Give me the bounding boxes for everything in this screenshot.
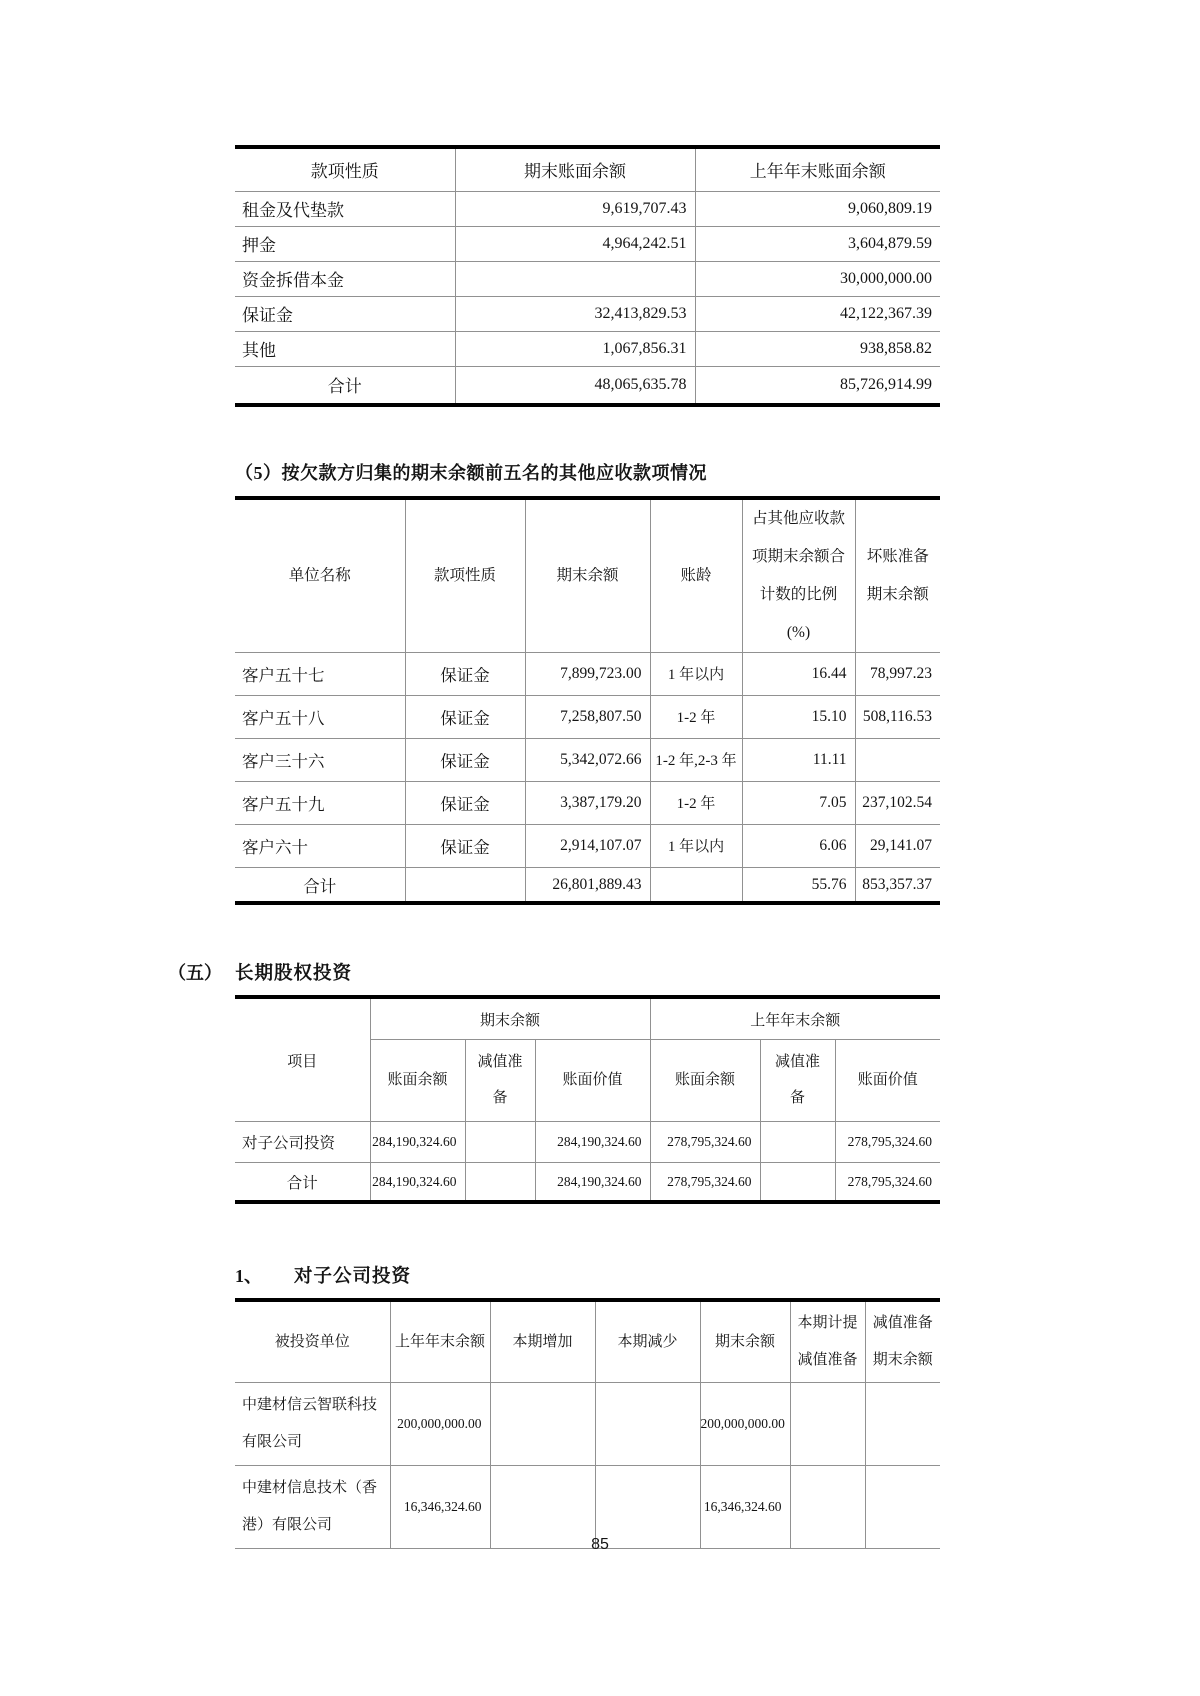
amount-cell: 29,141.07 — [855, 824, 940, 867]
nature-cell: 保证金 — [405, 738, 525, 781]
row-label-cell: 对子公司投资 — [235, 1121, 370, 1162]
section-1-title: 对子公司投资 — [294, 1267, 412, 1288]
lt-equity-table — [235, 995, 940, 1204]
total-row — [235, 366, 940, 405]
column-header — [855, 498, 940, 652]
aging-cell: 1-2 年,2-3 年 — [650, 738, 742, 781]
row-label-cell: 客户六十 — [235, 824, 405, 867]
amount-cell: 9,060,809.19 — [695, 191, 940, 226]
section-1-label: 1、 — [235, 1266, 262, 1287]
amount-cell: 48,065,635.78 — [455, 366, 695, 405]
section-1-heading — [235, 1262, 940, 1288]
row-label-cell: 客户三十六 — [235, 738, 405, 781]
amount-cell: 7,258,807.50 — [525, 695, 650, 738]
column-header: 本期减少 — [595, 1300, 700, 1382]
table-row — [235, 296, 940, 331]
page-content — [168, 145, 940, 1549]
table-row — [235, 738, 940, 781]
amount-cell: 16,346,324.60 — [700, 1465, 790, 1548]
amount-cell: 5,342,072.66 — [525, 738, 650, 781]
ratio-cell: 6.06 — [742, 824, 855, 867]
amount-cell: 237,102.54 — [855, 781, 940, 824]
amount-cell: 4,964,242.51 — [455, 226, 695, 261]
amount-cell: 508,116.53 — [855, 695, 940, 738]
section-wu-heading — [168, 959, 940, 985]
column-header — [465, 1039, 535, 1121]
empty-cell — [650, 867, 742, 903]
empty-cell — [865, 1382, 940, 1465]
amount-cell: 3,387,179.20 — [525, 781, 650, 824]
nature-cell: 保证金 — [405, 695, 525, 738]
empty-cell — [760, 1121, 835, 1162]
column-header — [790, 1300, 865, 1382]
amount-cell: 278,795,324.60 — [650, 1121, 760, 1162]
amount-cell: 26,801,889.43 — [525, 867, 650, 903]
ratio-cell: 7.05 — [742, 781, 855, 824]
investee-name-cell: 中建材信息技术（香港）有限公司 — [235, 1465, 390, 1548]
column-header: 期末余额 — [700, 1300, 790, 1382]
amount-cell: 9,619,707.43 — [455, 191, 695, 226]
empty-cell — [595, 1382, 700, 1465]
subsidiary-invest-section — [235, 1298, 940, 1549]
table-row — [235, 1121, 940, 1162]
column-header-text: 占其他应收款项期末余额合计数的比例(%) — [751, 510, 845, 641]
table-row — [235, 652, 940, 695]
total-label-cell: 合计 — [235, 1162, 370, 1202]
column-header: 期末账面余额 — [455, 147, 695, 191]
column-header: 期末余额 — [525, 498, 650, 652]
empty-cell — [760, 1162, 835, 1202]
row-label-cell: 其他 — [235, 331, 455, 366]
amount-cell: 32,413,829.53 — [455, 296, 695, 331]
row-label-cell: 客户五十七 — [235, 652, 405, 695]
empty-cell — [490, 1382, 595, 1465]
amount-cell: 278,795,324.60 — [835, 1162, 940, 1202]
total-label-cell: 合计 — [235, 366, 455, 405]
column-header: 账面余额 — [370, 1039, 465, 1121]
amount-cell — [455, 261, 695, 296]
column-header: 项目 — [235, 997, 370, 1121]
column-header-text: 减值准备期末余额 — [872, 1315, 933, 1369]
ratio-cell: 15.10 — [742, 695, 855, 738]
column-header: 上年年末余额 — [390, 1300, 490, 1382]
total-row — [235, 867, 940, 903]
page-number: 85 — [591, 1536, 609, 1553]
nature-cell: 保证金 — [405, 781, 525, 824]
column-header: 账面价值 — [835, 1039, 940, 1121]
receivables-by-nature-table — [235, 145, 940, 407]
table-row — [235, 226, 940, 261]
column-header — [760, 1039, 835, 1121]
table-row — [235, 331, 940, 366]
column-header: 账面余额 — [650, 1039, 760, 1121]
amount-cell: 200,000,000.00 — [700, 1382, 790, 1465]
aging-cell: 1-2 年 — [650, 695, 742, 738]
top5-receivables-section — [235, 459, 940, 905]
section-5-title: （5）按欠款方归集的期末余额前五名的其他应收款项情况 — [235, 463, 707, 483]
row-label-cell: 押金 — [235, 226, 455, 261]
amount-cell: 78,997.23 — [855, 652, 940, 695]
amount-cell: 938,858.82 — [695, 331, 940, 366]
nature-cell: 保证金 — [405, 652, 525, 695]
row-label-cell: 客户五十八 — [235, 695, 405, 738]
amount-cell: 278,795,324.60 — [835, 1121, 940, 1162]
amount-cell: 3,604,879.59 — [695, 226, 940, 261]
amount-cell: 30,000,000.00 — [695, 261, 940, 296]
column-header-text: 减值准备 — [775, 1054, 821, 1107]
column-header: 单位名称 — [235, 498, 405, 652]
row-label-cell: 客户五十九 — [235, 781, 405, 824]
column-header-text: 减值准备 — [477, 1054, 523, 1107]
table-header-row — [235, 1300, 940, 1382]
row-label-cell: 资金拆借本金 — [235, 261, 455, 296]
top5-receivables-table — [235, 496, 940, 905]
section-wu-title: 长期股权投资 — [235, 964, 353, 985]
table-row — [235, 261, 940, 296]
column-header: 本期增加 — [490, 1300, 595, 1382]
empty-cell — [790, 1382, 865, 1465]
subsidiary-invest-table — [235, 1298, 940, 1549]
table-row — [235, 781, 940, 824]
aging-cell: 1 年以内 — [650, 824, 742, 867]
table-row — [235, 1382, 940, 1465]
column-header: 被投资单位 — [235, 1300, 390, 1382]
column-header: 款项性质 — [405, 498, 525, 652]
amount-cell: 284,190,324.60 — [535, 1162, 650, 1202]
ratio-cell: 16.44 — [742, 652, 855, 695]
amount-cell: 200,000,000.00 — [390, 1382, 490, 1465]
empty-cell — [405, 867, 525, 903]
receivables-by-nature-section — [235, 145, 940, 407]
table-row — [235, 191, 940, 226]
amount-cell: 1,067,856.31 — [455, 331, 695, 366]
row-label-cell: 租金及代垫款 — [235, 191, 455, 226]
amount-cell: 42,122,367.39 — [695, 296, 940, 331]
nature-cell: 保证金 — [405, 824, 525, 867]
amount-cell: 284,190,324.60 — [370, 1162, 465, 1202]
column-header-text: 本期计提减值准备 — [797, 1315, 858, 1369]
amount-cell: 284,190,324.60 — [370, 1121, 465, 1162]
amount-cell: 2,914,107.07 — [525, 824, 650, 867]
lt-equity-section — [235, 995, 940, 1204]
group-header-row — [235, 997, 940, 1039]
column-header: 上年年末账面余额 — [695, 147, 940, 191]
column-header: 账龄 — [650, 498, 742, 652]
empty-cell — [465, 1121, 535, 1162]
section-wu-label: （五） — [168, 963, 222, 984]
table-header-row — [235, 498, 940, 652]
amount-cell: 284,190,324.60 — [535, 1121, 650, 1162]
total-label-cell: 合计 — [235, 867, 405, 903]
column-header: 账面价值 — [535, 1039, 650, 1121]
table-row — [235, 695, 940, 738]
amount-cell: 16,346,324.60 — [390, 1465, 490, 1548]
aging-cell: 1-2 年 — [650, 781, 742, 824]
table-row — [235, 824, 940, 867]
column-header — [742, 498, 855, 652]
empty-cell — [465, 1162, 535, 1202]
amount-cell: 278,795,324.60 — [650, 1162, 760, 1202]
group-header-current: 期末余额 — [370, 997, 650, 1039]
amount-cell — [855, 738, 940, 781]
amount-cell: 7,899,723.00 — [525, 652, 650, 695]
column-header-text: 坏账准备期末余额 — [866, 547, 929, 603]
column-header: 款项性质 — [235, 147, 455, 191]
column-header — [865, 1300, 940, 1382]
group-header-prior: 上年年末余额 — [650, 997, 940, 1039]
table-header-row — [235, 147, 940, 191]
total-row — [235, 1162, 940, 1202]
amount-cell: 853,357.37 — [855, 867, 940, 903]
investee-name-cell: 中建材信云智联科技有限公司 — [235, 1382, 390, 1465]
amount-cell: 85,726,914.99 — [695, 366, 940, 405]
aging-cell: 1 年以内 — [650, 652, 742, 695]
ratio-cell: 55.76 — [742, 867, 855, 903]
row-label-cell: 保证金 — [235, 296, 455, 331]
ratio-cell: 11.11 — [742, 738, 855, 781]
